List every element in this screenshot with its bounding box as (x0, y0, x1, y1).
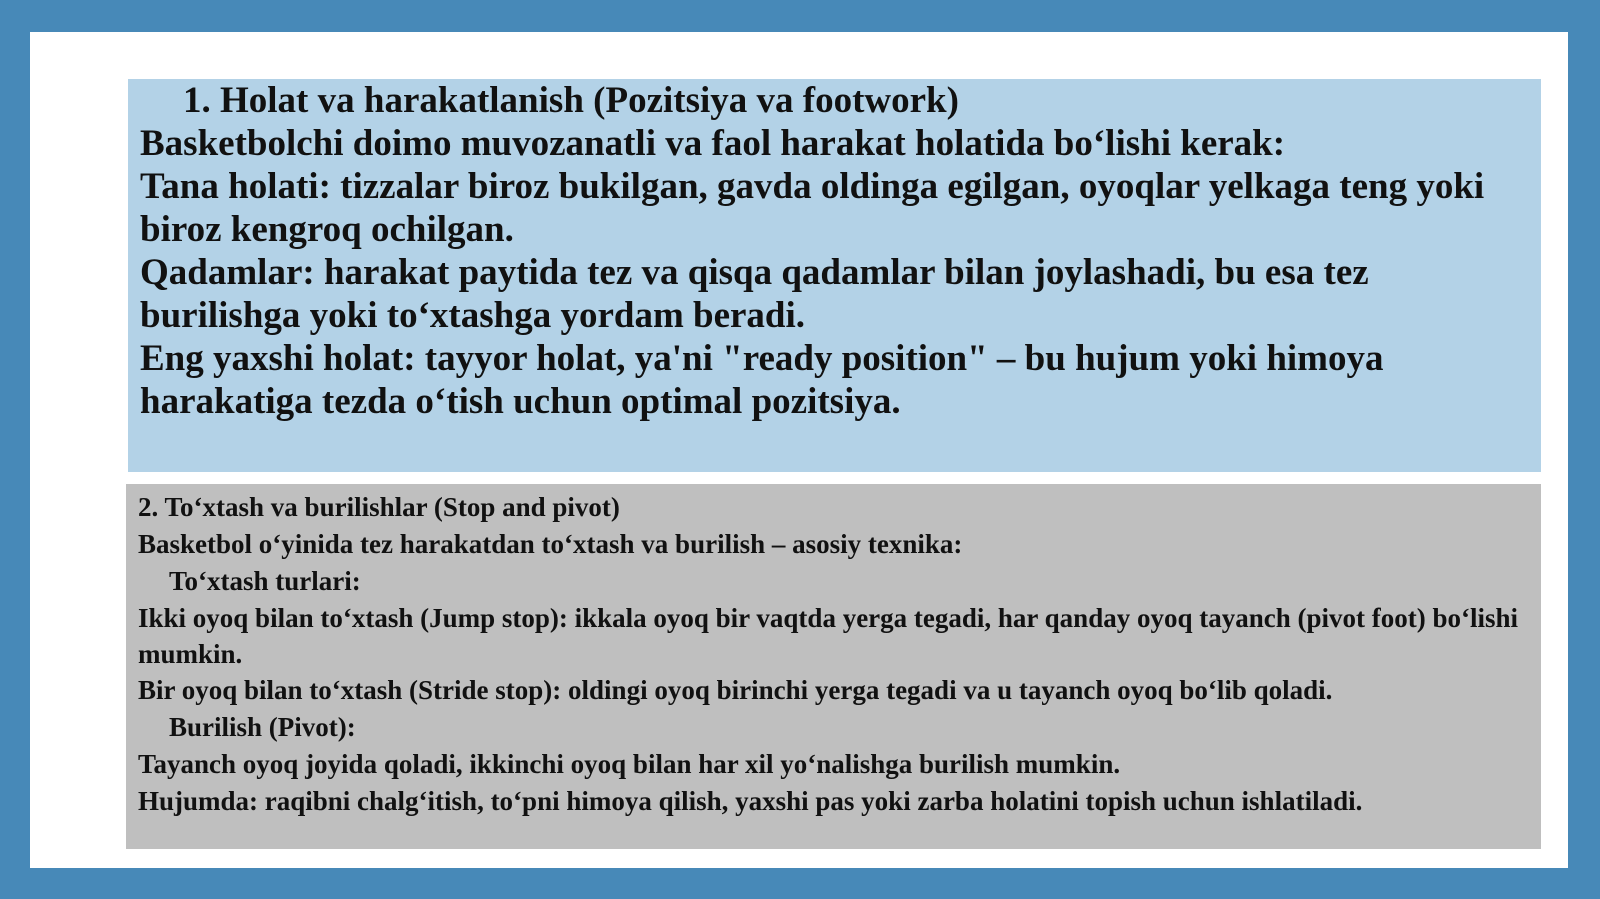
section2-intro: Basketbol o‘yinida tez harakatdan to‘xtash va burilish – asosiy texnika: (138, 529, 963, 559)
section-stop-pivot (126, 484, 1541, 849)
stride-stop-text: Bir oyoq bilan to‘xtash (Stride stop): oldingi oyoq birinchi yerga tegadi va u tayanch oyoq bo‘lib qoladi. (138, 675, 1333, 705)
jump-stop-text: Ikki oyoq bilan to‘xtash (Jump stop): ikkala oyoq bir vaqtda yerga tegadi, har qanday oyoq tayanch (pivot foot) bo‘lishi mumkin. (138, 603, 1518, 669)
section1-line-balance: Basketbolchi doimo muvozanatli va faol harakat holatida bo‘lishi kerak: (140, 123, 1286, 164)
section-position-footwork (128, 79, 1541, 472)
section1-line-body-position: Tana holati: tizzalar biroz bukilgan, gavda oldinga egilgan, oyoqlar yelkaga teng yoki biroz kengroq ochilgan. (140, 166, 1485, 250)
section1-heading: 1. Holat va harakatlanish (Pozitsiya va footwork) (183, 80, 959, 121)
stop-types-label: To‘xtash turlari: (169, 566, 361, 596)
section1-line-steps: Qadamlar: harakat paytida tez va qisqa qadamlar bilan joylashadi, bu esa tez burilishga yoki to‘xtashga yordam beradi. (140, 252, 1369, 336)
pivot-label: Burilish (Pivot): (169, 712, 356, 742)
section1-line-ready-position: Eng yaxshi holat: tayyor holat, ya'ni "ready position" – bu hujum yoki himoya harakatiga tezda o‘tish uchun optimal pozitsiya. (140, 338, 1384, 422)
pivot-text-1: Tayanch oyoq joyida qoladi, ikkinchi oyoq bilan har xil yo‘nalishga burilish mumkin. (138, 749, 1121, 779)
pivot-text-2: Hujumda: raqibni chalg‘itish, to‘pni himoya qilish, yaxshi pas yoki zarba holatini topish uchun ishlatiladi. (138, 786, 1363, 816)
section2-heading: 2. To‘xtash va burilishlar (Stop and pivot) (138, 492, 620, 522)
